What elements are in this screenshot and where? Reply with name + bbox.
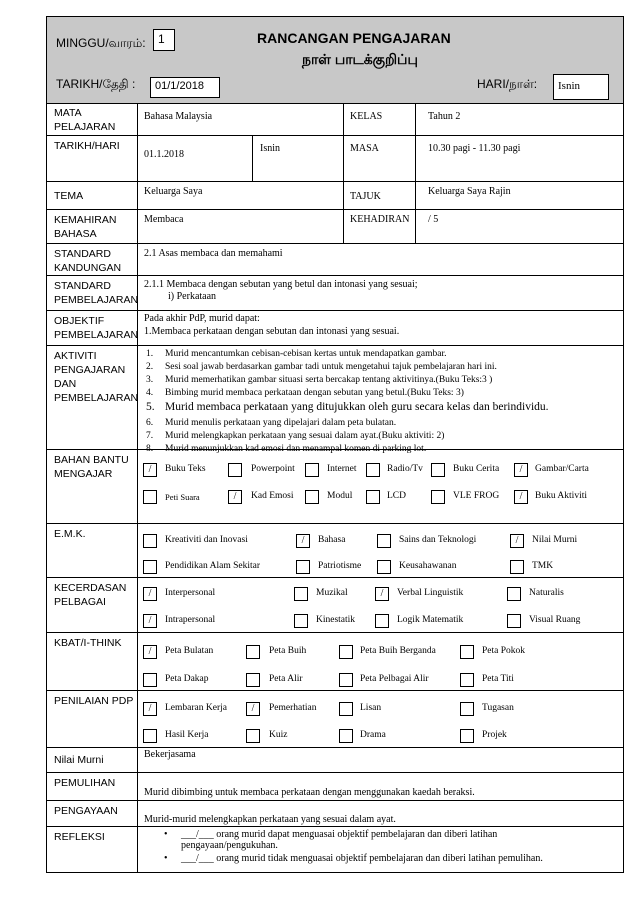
checkbox[interactable] — [366, 463, 380, 477]
row-label: KECERDASAN PELBAGAI — [47, 578, 138, 632]
checkbox[interactable] — [460, 673, 474, 687]
checkbox[interactable] — [246, 729, 260, 743]
tarikh-value: 01.1.2018 — [144, 149, 184, 160]
lesson-plan-form — [46, 16, 624, 873]
row-kbat — [47, 633, 623, 691]
checkbox-label: Peta Buih Berganda — [360, 646, 436, 656]
standard-pembelajaran-line2: i) Perkataan — [168, 291, 217, 302]
standard-pembelajaran-line1: 2.1.1 Membaca dengan sebutan yang betul dan intonasi yang sesuai; — [144, 279, 418, 290]
row-label: STANDARD PEMBELAJARAN — [47, 276, 138, 310]
masa-label: MASA — [350, 143, 379, 154]
checkbox-label: Naturalis — [529, 588, 564, 598]
checkbox-label: Projek — [482, 730, 507, 740]
checkbox[interactable] — [339, 702, 353, 716]
checkbox-label: Modul — [327, 491, 353, 501]
tarikh-label: TARIKH/தேதி : — [56, 77, 136, 91]
checkbox[interactable] — [143, 729, 157, 743]
hari-label: HARI/நாள்: — [477, 77, 538, 91]
row-label: STANDARD KANDUNGAN — [47, 244, 138, 275]
row-label: PENGAYAAN — [47, 801, 138, 826]
checkbox[interactable] — [375, 614, 389, 628]
mata-pelajaran-value: Bahasa Malaysia — [144, 111, 213, 122]
row-aktiviti — [47, 346, 623, 454]
kelas-value: Tahun 2 — [428, 111, 461, 122]
checkbox-label: Peta Alir — [269, 674, 303, 684]
row-label: TEMA — [47, 182, 138, 209]
checkbox[interactable] — [460, 729, 474, 743]
checkbox-label: Powerpoint — [251, 464, 295, 474]
checkbox-label: Patriotisme — [318, 561, 362, 571]
checkbox[interactable]: / — [143, 587, 157, 601]
checkbox-label: Drama — [360, 730, 386, 740]
row-tarikh-hari — [47, 136, 623, 182]
checkbox-label: Visual Ruang — [529, 615, 581, 625]
checkbox-label: Kad Emosi — [251, 491, 294, 501]
checkbox-label: Peta Pelbagai Alir — [360, 674, 429, 684]
checkbox[interactable] — [339, 645, 353, 659]
checkbox[interactable] — [339, 729, 353, 743]
checkbox[interactable]: / — [510, 534, 524, 548]
checkbox-label: TMK — [532, 561, 554, 571]
checkbox[interactable] — [339, 673, 353, 687]
row-emk — [47, 524, 623, 578]
checkbox-label: Gambar/Carta — [535, 464, 589, 474]
checkbox[interactable] — [507, 614, 521, 628]
row-penilaian — [47, 691, 623, 748]
checkbox-label: Sains dan Teknologi — [399, 535, 477, 545]
hari-field[interactable]: Isnin — [553, 74, 609, 100]
checkbox-label: Peta Titi — [482, 674, 514, 684]
checkbox-label: Buku Teks — [165, 464, 206, 474]
kelas-label: KELAS — [350, 111, 383, 122]
checkbox[interactable] — [507, 587, 521, 601]
checkbox[interactable]: / — [143, 645, 157, 659]
checkbox[interactable] — [296, 560, 310, 574]
checkbox[interactable] — [510, 560, 524, 574]
refleksi-item-2: ___/___ orang murid tidak menguasai objektif pembelajaran dan diberi latihan pemulihan. — [181, 853, 543, 864]
checkbox[interactable] — [294, 587, 308, 601]
checkbox[interactable] — [143, 673, 157, 687]
kehadiran-value: / 5 — [428, 214, 439, 225]
checkbox-label: Buku Aktiviti — [535, 491, 587, 501]
row-label: OBJEKTIF PEMBELAJARAN — [47, 311, 138, 345]
row-pemulihan — [47, 773, 623, 801]
row-standard-kandungan — [47, 244, 623, 276]
checkbox-label: Peta Buih — [269, 646, 307, 656]
checkbox-label: Intrapersonal — [165, 615, 216, 625]
checkbox[interactable] — [305, 463, 319, 477]
aktiviti-item: 1. Murid mencantumkan cebisan-cebisan kertas untuk mendapatkan gambar. — [146, 349, 447, 359]
row-refleksi — [47, 827, 623, 872]
header — [47, 17, 623, 104]
standard-kandungan-value: 2.1 Asas membaca dan memahami — [144, 248, 283, 259]
aktiviti-item: 5. Murid membaca perkataan yang ditujukkan oleh guru secara kelas dan berindividu. — [146, 401, 549, 413]
checkbox[interactable]: / — [246, 702, 260, 716]
refleksi-item-1-cont: pengayaan/pengukuhan. — [181, 840, 278, 851]
checkbox-label: Bahasa — [318, 535, 346, 545]
objektif-line2: 1.Membaca perkataan dengan sebutan dan intonasi yang sesuai. — [144, 326, 400, 337]
aktiviti-item: 7. Murid melengkapkan perkataan yang sesuai dalam ayat.(Buku aktiviti: 2) — [146, 431, 445, 441]
checkbox-label: Pemerhatian — [269, 703, 317, 713]
checkbox-label: Peta Pokok — [482, 646, 526, 656]
row-kemahiran-bahasa — [47, 210, 623, 244]
checkbox[interactable]: / — [514, 490, 528, 504]
checkbox[interactable] — [431, 463, 445, 477]
row-label: MATA PELAJARAN — [47, 103, 138, 135]
checkbox-label: Radio/Tv — [387, 464, 423, 474]
checkbox[interactable] — [460, 702, 474, 716]
bullet: • — [164, 853, 168, 864]
checkbox-label: Nilai Murni — [532, 535, 578, 545]
checkbox[interactable] — [228, 463, 242, 477]
row-nilai-murni — [47, 748, 623, 773]
checkbox-label: Tugasan — [482, 703, 514, 713]
row-label: AKTIVITI PENGAJARAN DAN PEMBELAJARAN — [47, 346, 138, 449]
kehadiran-label: KEHADIRAN — [350, 214, 410, 225]
checkbox[interactable]: / — [143, 614, 157, 628]
row-label: KEMAHIRAN BAHASA — [47, 210, 138, 243]
row-bahan-bantu — [47, 450, 623, 524]
aktiviti-item: 3. Murid memerhatikan gambar situasi serta bercakap tentang aktivitinya.(Buku Teks:3 ) — [146, 375, 493, 385]
checkbox[interactable] — [377, 534, 391, 548]
refleksi-item-1: ___/___ orang murid dapat menguasai objektif pembelajaran dan diberi latihan — [181, 829, 498, 840]
aktiviti-item: 2. Sesi soal jawab berdasarkan gambar tadi untuk mengetahui tajuk pembelajaran hari ini. — [146, 362, 497, 372]
checkbox-label: LCD — [387, 491, 406, 501]
aktiviti-item: 4. Bimbing murid membaca perkataan dengan sebutan yang betul.(Buku Teks: 3) — [146, 388, 464, 398]
row-label: PENILAIAN PDP — [47, 691, 138, 747]
row-label: REFLEKSI — [47, 827, 138, 872]
tajuk-label: TAJUK — [350, 191, 381, 202]
hari-value: Isnin — [260, 143, 280, 154]
aktiviti-item: 6. Murid menulis perkataan yang dipelajari dalam peta bulatan. — [146, 418, 397, 428]
row-label: Nilai Murni — [47, 748, 138, 772]
kemahiran-value: Membaca — [144, 214, 184, 225]
pemulihan-value: Murid dibimbing untuk membaca perkataan dengan menggunakan kaedah beraksi. — [144, 787, 475, 798]
checkbox-label: Kinestatik — [316, 615, 356, 625]
checkbox[interactable] — [143, 490, 157, 504]
checkbox-label: Pendidikan Alam Sekitar — [165, 561, 260, 571]
checkbox-label: Interpersonal — [165, 588, 216, 598]
checkbox[interactable] — [246, 673, 260, 687]
nilai-murni-value: Bekerjasama — [144, 749, 196, 760]
checkbox-label: Logik Matematik — [397, 615, 464, 625]
page-title-tamil: நாள் பாடக்குறிப்பு — [302, 51, 418, 67]
checkbox-label: VLE FROG — [453, 491, 500, 501]
checkbox-label: Hasil Kerja — [165, 730, 209, 740]
checkbox[interactable] — [431, 490, 445, 504]
checkbox[interactable] — [246, 645, 260, 659]
row-label: E.M.K. — [47, 524, 138, 577]
checkbox-label: Muzikal — [316, 588, 348, 598]
checkbox[interactable] — [294, 614, 308, 628]
checkbox-label: Peta Dakap — [165, 674, 209, 684]
page-title: RANCANGAN PENGAJARAN — [257, 30, 451, 46]
checkbox[interactable]: / — [228, 490, 242, 504]
row-objektif — [47, 311, 623, 346]
minggu-label: MINGGU/வாரம்: — [56, 36, 146, 50]
checkbox[interactable] — [143, 534, 157, 548]
pengayaan-value: Murid-murid melengkapkan perkataan yang sesuai dalam ayat. — [144, 814, 396, 825]
row-label: PEMULIHAN — [47, 773, 138, 800]
row-tema — [47, 182, 623, 210]
row-kecerdasan — [47, 578, 623, 633]
tema-value: Keluarga Saya — [144, 186, 203, 197]
aktiviti-item: 8. Murid menunjukkan kad emosi dan menampal komen di parking lot. — [146, 444, 427, 454]
tarikh-field[interactable]: 01/1/2018 — [150, 77, 220, 98]
masa-value: 10.30 pagi - 11.30 pagi — [428, 143, 521, 154]
checkbox[interactable]: / — [143, 702, 157, 716]
checkbox[interactable] — [377, 560, 391, 574]
checkbox[interactable]: / — [296, 534, 310, 548]
row-label: KBAT/I-THINK — [47, 633, 138, 690]
checkbox-label: Internet — [327, 464, 357, 474]
checkbox-label: Kuiz — [269, 730, 288, 740]
minggu-field[interactable]: 1 — [153, 29, 175, 51]
checkbox-label: Keusahawanan — [399, 561, 457, 571]
bullet: • — [164, 829, 168, 840]
checkbox[interactable]: / — [375, 587, 389, 601]
checkbox[interactable]: / — [514, 463, 528, 477]
objektif-line1: Pada akhir PdP, murid dapat: — [144, 313, 260, 324]
checkbox-label: Kreativiti dan Inovasi — [165, 535, 248, 545]
checkbox-label: Verbal Linguistik — [397, 588, 464, 598]
checkbox[interactable] — [305, 490, 319, 504]
checkbox-label: Peti Suara — [165, 492, 200, 502]
checkbox[interactable]: / — [143, 463, 157, 477]
checkbox[interactable] — [460, 645, 474, 659]
checkbox-label: Lisan — [360, 703, 382, 713]
checkbox[interactable] — [366, 490, 380, 504]
row-standard-pembelajaran — [47, 276, 623, 311]
row-label: TARIKH/HARI — [47, 136, 138, 181]
row-mata-pelajaran — [47, 103, 623, 136]
row-pengayaan — [47, 801, 623, 827]
checkbox[interactable] — [143, 560, 157, 574]
checkbox-label: Buku Cerita — [453, 464, 500, 474]
tajuk-value: Keluarga Saya Rajin — [428, 186, 511, 197]
row-label: BAHAN BANTU MENGAJAR — [47, 450, 138, 523]
checkbox-label: Lembaran Kerja — [165, 703, 227, 713]
checkbox-label: Peta Bulatan — [165, 646, 214, 656]
